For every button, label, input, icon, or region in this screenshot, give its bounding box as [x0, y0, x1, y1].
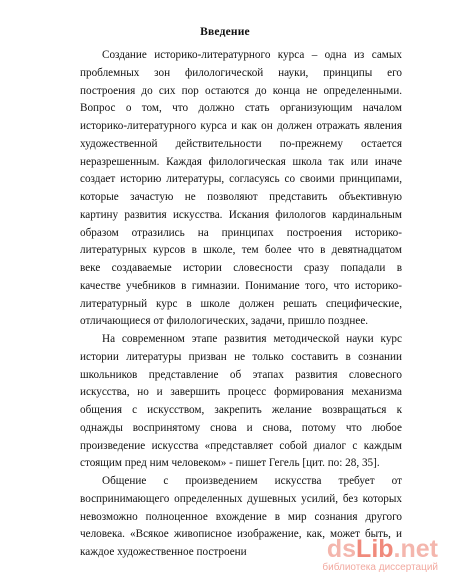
text-line: картину развития искусства. Искания филологов кардинальным [80, 208, 402, 221]
text-line: качестве учебников в гимназии. Понимание того, что историко- [80, 279, 402, 292]
text-line: Создание историко-литературного курса – одна из самых [102, 49, 402, 61]
text-line: литературных курсов в школе, тем более что в девятнадцатом [80, 244, 402, 257]
text-line: веке создаваемые истории словесности сразу попадали в [80, 262, 402, 274]
svg-text:dsLib.net: dsLib.net [326, 535, 438, 562]
text-line: искусства, но и завершить процесс формирования механизма [80, 386, 402, 399]
text-line: стоящим пред ним человеком» - пишет Гегель [цит. по: 28, 35]. [80, 457, 380, 470]
text-line: художественной действительности по-прежнему остается [80, 137, 402, 150]
text-line: историко-литературного курса и как он должен отражать явления [80, 120, 402, 132]
text-line: воспринимающего определенных душевных усилий, без которых [80, 492, 402, 505]
text-line: Общение с произведением искусства требует от [102, 475, 402, 487]
text-line: человека. «Всякое живописное изображение, как, может быть, и [80, 528, 402, 541]
document-body [80, 47, 402, 562]
dslib-logo [320, 534, 440, 562]
text-line: построения до сих пор остаются до конца не определенными. [80, 84, 402, 97]
text-line: невозможно полноценное вхождение в мир сознания другого [80, 510, 402, 523]
text-line: каждое художественное построени [80, 546, 247, 558]
text-line: проблемных зон филологической науки, принципы его [80, 66, 402, 79]
text-line: отличающиеся от филологических, задачи, пришло позднее. [80, 315, 369, 328]
text-line: которые зачастую не позволяют представить объективную [80, 191, 402, 203]
text-line: создает историю литературы, согласуясь со своими принципами, [80, 173, 402, 186]
text-line: произведение искусства «представляет собой диалог с каждым [80, 439, 402, 452]
text-line: литературный курс в школе должен решать специфические, [80, 297, 402, 310]
watermark [320, 534, 440, 578]
text-line: Вопрос о том, что должно стать организующим началом [80, 102, 402, 115]
text-line: На современном этапе развития методической науки курс [102, 333, 402, 345]
text-line: однажды воспринятому снова и снова, потому что любое [80, 421, 402, 434]
text-line: истории литературы призван не только составить в сознании [80, 350, 402, 363]
text-line: неразрешенным. Каждая филологическая школа так или иначе [80, 155, 402, 168]
text-line: школьников представление об этапах развития словесного [80, 368, 402, 381]
page-title: Введение [200, 26, 250, 38]
watermark-subtitle: библиотека диссертаций [322, 562, 438, 573]
text-line: общения с искусством, закрепить желание возвращаться к [80, 404, 402, 416]
text-line: образом отразились на принципах построения историко- [80, 226, 402, 239]
